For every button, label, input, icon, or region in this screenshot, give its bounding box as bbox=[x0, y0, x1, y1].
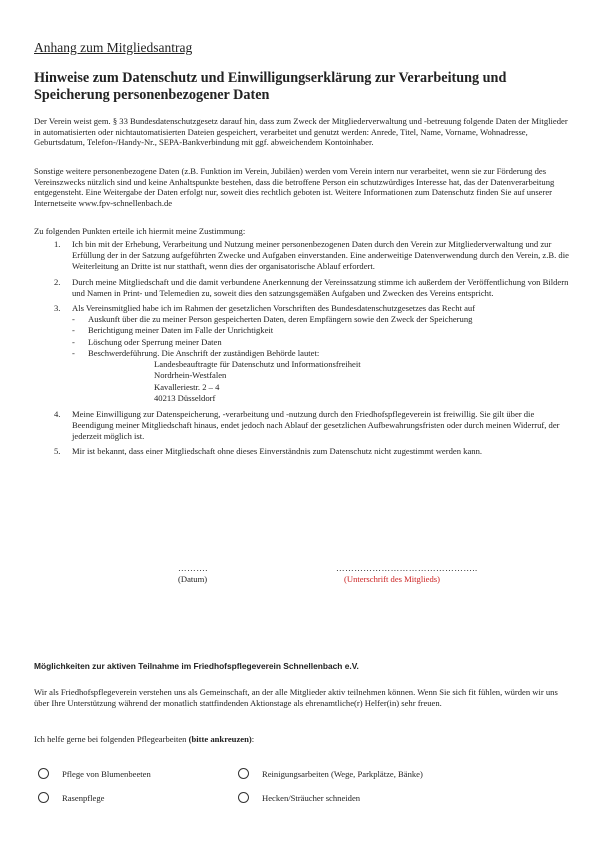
main-title: Hinweise zum Datenschutz und Einwilligungserklärung zur Verarbeitung und Speicherung personenbezogener Daten bbox=[34, 70, 507, 103]
option-flower-beds[interactable] bbox=[38, 768, 151, 779]
option-label: Pflege von Blumenbeeten bbox=[62, 768, 151, 779]
dash-bullet: - bbox=[72, 314, 75, 325]
help-bold: (bitte ankreuzen) bbox=[188, 734, 252, 744]
address-line: Landesbeauftragte für Datenschutz und Informationsfreiheit bbox=[154, 359, 361, 370]
rights-list bbox=[72, 314, 576, 404]
point-number: 3. bbox=[54, 303, 61, 314]
rights-text: Löschung oder Sperrung meiner Daten bbox=[88, 336, 222, 347]
authority-address bbox=[88, 359, 576, 405]
signature-label: (Unterschrift des Mitglieds) bbox=[344, 574, 440, 584]
point-text: Meine Einwilligung zur Datenspeicherung, -verarbeitung und -nutzung durch den Friedhofspflegeverein ist freiwillig. Sie gilt über die Beendigung meiner Mitgliedschaft hinaus, endet jedoch nach Ablauf der gesetzlichen Aufbewahrungsfristen oder durch meinen Widerruf, der jederzeit möglich ist. bbox=[72, 408, 560, 442]
point-text: Mir ist bekannt, dass einer Mitgliedschaft ohne dieses Einverständnis zum Datenschutz nicht zugestimmt werden kann. bbox=[72, 446, 483, 457]
rights-item bbox=[72, 348, 576, 405]
signature-line[interactable]: ……………………………………….. bbox=[336, 563, 478, 573]
rights-item bbox=[72, 325, 576, 336]
option-lawn-care[interactable] bbox=[38, 792, 104, 803]
help-prefix: Ich helfe gerne bei folgenden Pflegearbeiten bbox=[34, 734, 189, 744]
date-line[interactable]: ………. bbox=[178, 563, 208, 573]
consent-point bbox=[34, 277, 576, 299]
option-label: Reinigungsarbeiten (Wege, Parkplätze, Bänke) bbox=[262, 768, 423, 779]
rights-item bbox=[72, 337, 576, 348]
option-hedge-trimming[interactable] bbox=[238, 792, 360, 803]
intro-paragraph: Der Verein weist gem. § 33 Bundesdatenschutzgesetz darauf hin, dass zum Zweck der Mitgliederverwaltung und -betreuung folgende Daten der Mitglieder in automatisierten oder nichtautomatisierten Dateien gespeichert, verarbeitet und genutzt werden: Anrede, Titel, Name, Vorname, Wohnadresse, Geburtsdatum, Telefon-/Handy-Nr., SEPA-Bankverbindung mit ggf. abweichendem Kontoinhaber. bbox=[34, 116, 568, 148]
participation-title: Möglichkeiten zur aktiven Teilnahme im Friedhofspflegeverein Schnellenbach e.V. bbox=[34, 661, 359, 671]
date-label: (Datum) bbox=[178, 574, 208, 584]
radio-circle-icon[interactable] bbox=[238, 792, 249, 803]
address-line: Kavalleriestr. 2 – 4 bbox=[154, 381, 220, 392]
help-suffix: : bbox=[251, 734, 255, 744]
rights-item bbox=[72, 314, 576, 325]
dash-bullet: - bbox=[72, 347, 75, 358]
radio-circle-icon[interactable] bbox=[38, 768, 49, 779]
other-data-paragraph: Sonstige weitere personenbezogene Daten (z.B. Funktion im Verein, Jubiläen) werden vom Verein intern nur verarbeitet, wenn sie zur Förderung des Vereinszwecks nützlich sind und keine Anhaltspunkte bestehen, dass die betroffene Person ein schutzwürdiges Interesse hat, das der Datenverarbeitung entgegensteht. Eine Weitergabe der Daten erfolgt nur, soweit dies rechtlich geboten ist. Weitere Informationen zum Datenschutz finden Sie auf unserer Internetseite www.fpv-schnellenbach.de bbox=[34, 166, 555, 208]
help-instruction bbox=[34, 734, 254, 744]
dash-bullet: - bbox=[72, 325, 75, 336]
address-line: Nordrhein-Westfalen bbox=[154, 370, 227, 381]
consent-intro: Zu folgenden Punkten erteile ich hiermit meine Zustimmung: bbox=[34, 226, 246, 236]
annex-title: Anhang zum Mitgliedsantrag bbox=[34, 40, 193, 55]
rights-text: Berichtigung meiner Daten im Falle der Unrichtigkeit bbox=[88, 325, 274, 336]
option-cleaning[interactable] bbox=[238, 768, 423, 779]
participation-paragraph: Wir als Friedhofspflegeverein verstehen uns als Gemeinschaft, an der alle Mitglieder aktiv teilnehmen können. Wenn Sie sich fit fühlen, würden wir uns über Ihre Unterstützung während der monatlich stattfindenden Aktionstage als ehrenamtliche(r) Helfer(in) sehr freuen. bbox=[34, 687, 558, 708]
rights-text: Auskunft über die zu meiner Person gespeicherten Daten, deren Empfängern sowie den Zweck der Speicherung bbox=[88, 314, 473, 325]
radio-circle-icon[interactable] bbox=[38, 792, 49, 803]
rights-text: Beschwerdeführung. Die Anschrift der zuständigen Behörde lautet: bbox=[88, 347, 320, 358]
consent-point bbox=[34, 446, 576, 457]
consent-point bbox=[34, 303, 576, 405]
point-number: 1. bbox=[54, 239, 61, 249]
option-label: Rasenpflege bbox=[62, 792, 105, 803]
dash-bullet: - bbox=[72, 336, 75, 347]
consent-point bbox=[34, 239, 576, 273]
consent-points-list bbox=[34, 239, 576, 461]
point-number: 4. bbox=[54, 408, 61, 419]
point-number: 2. bbox=[54, 276, 61, 287]
point-text: Durch meine Mitgliedschaft und die damit verbundene Anerkennung der Vereinssatzung stimme ich außerdem der Veröffentlichung von Bildern und Namen in Print- und Telemedien zu, soweit dies den satzungsgemäßen Aufgaben und Zwecken des Vereins entspricht. bbox=[72, 276, 569, 298]
point-number: 5. bbox=[54, 446, 61, 457]
point-text: Ich bin mit der Erhebung, Verarbeitung und Nutzung meiner personenbezogenen Daten durch den Verein zur Mitgliederverwaltung und zur Erfüllung der in der Satzung aufgeführten Zwecke und Aufgaben einverstanden. Eine anderweitige Datenverwendung durch den Verein, z.B. die Weiterleitung an Dritte ist nur statthaft, wenn dies der organisatorische Ablauf erfordert. bbox=[72, 239, 569, 272]
option-label: Hecken/Sträucher schneiden bbox=[262, 792, 361, 803]
address-line: 40213 Düsseldorf bbox=[154, 393, 216, 404]
point-text: Als Vereinsmitglied habe ich im Rahmen der gesetzlichen Vorschriften des Bundesdatenschutzgesetzes das Recht auf bbox=[72, 303, 476, 314]
consent-point bbox=[34, 409, 576, 443]
radio-circle-icon[interactable] bbox=[238, 768, 249, 779]
